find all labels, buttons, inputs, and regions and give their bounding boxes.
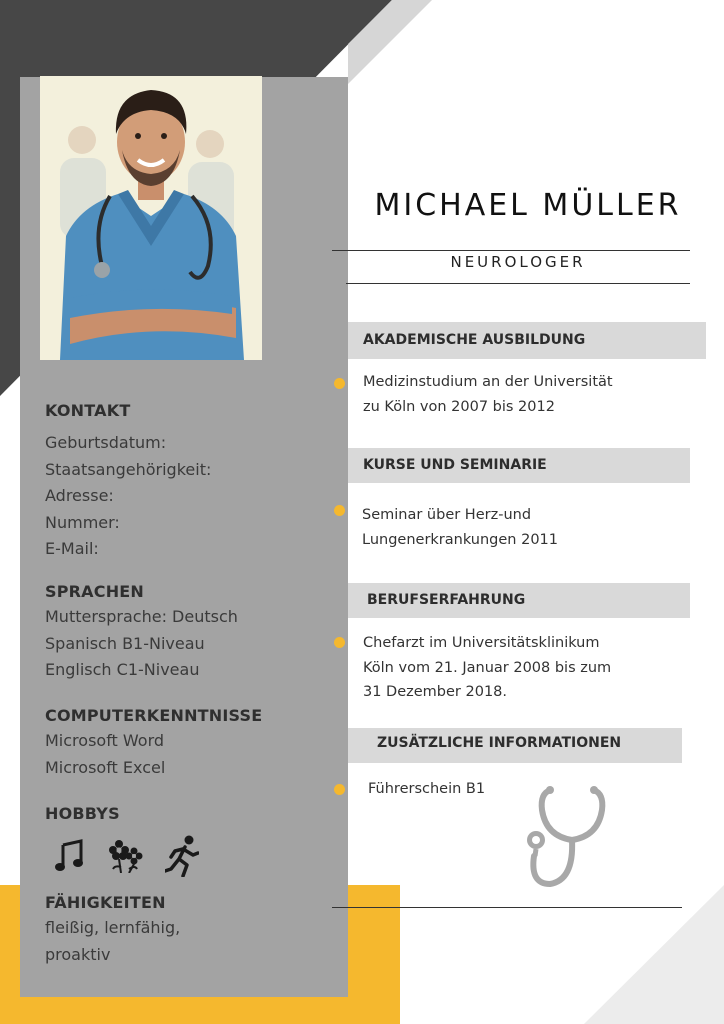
courses-heading: KURSE UND SEMINARIE	[363, 457, 547, 473]
skills-line: fleißig, lernfähig,	[45, 918, 181, 937]
experience-line: 31 Dezember 2018.	[363, 684, 508, 700]
courses-line: Lungenerkrankungen 2011	[362, 531, 558, 548]
contact-section	[45, 400, 335, 563]
music-note-icon	[55, 839, 85, 877]
experience-bullet	[334, 637, 345, 648]
computer-skill-item: Microsoft Word	[45, 731, 165, 750]
education-entry	[363, 370, 613, 419]
courses-bullet	[334, 505, 345, 516]
skills-section	[45, 892, 335, 968]
runner-icon	[165, 835, 199, 881]
education-bullet	[334, 378, 345, 389]
experience-line: Köln vom 21. Januar 2008 bis zum	[363, 659, 612, 676]
experience-heading: BERUFSERFAHRUNG	[367, 592, 526, 608]
hobbies-section	[45, 803, 335, 881]
contact-heading: KONTAKT	[45, 401, 131, 420]
courses-line: Seminar über Herz-und	[362, 507, 532, 523]
bottom-right-grey-triangle	[584, 885, 724, 1024]
experience-entry	[363, 631, 611, 705]
languages-heading: SPRACHEN	[45, 582, 145, 601]
languages-section	[45, 581, 335, 684]
computer-skill-item: Microsoft Excel	[45, 757, 166, 777]
skills-heading: FÄHIGKEITEN	[45, 893, 166, 912]
additional-entry	[368, 777, 485, 802]
education-heading: AKADEMISCHE AUSBILDUNG	[363, 332, 586, 348]
profile-photo	[40, 76, 262, 360]
hobbies-heading: HOBBYS	[45, 804, 120, 823]
contact-email-label: E-Mail:	[45, 539, 99, 558]
person-name: MICHAEL MÜLLER	[374, 188, 682, 223]
hobby-icons	[55, 835, 335, 881]
additional-heading: ZUSÄTZLICHE INFORMATIONEN	[377, 735, 622, 751]
computer-skills-heading: COMPUTERKENNTNISSE	[45, 706, 263, 725]
contact-birthdate-label: Geburtsdatum:	[45, 433, 167, 452]
skills-line: proaktiv	[45, 944, 111, 964]
language-item: Spanisch B1-Niveau	[45, 633, 205, 653]
additional-line: Führerschein B1	[368, 781, 486, 797]
courses-entry	[362, 503, 558, 552]
education-line: Medizinstudium an der Universität	[363, 374, 613, 390]
contact-nationality-label: Staatsangehörigkeit:	[45, 459, 212, 479]
contact-address-label: Adresse:	[45, 486, 114, 505]
language-item: Muttersprache: Deutsch	[45, 607, 238, 626]
name-divider-top	[332, 250, 690, 251]
job-title: NEUROLOGER	[450, 253, 586, 271]
stethoscope-icon	[520, 780, 620, 896]
computer-skills-section	[45, 705, 335, 781]
name-divider-bottom	[346, 283, 690, 284]
flowers-icon	[107, 839, 143, 877]
additional-bullet	[334, 784, 345, 795]
contact-phone-label: Nummer:	[45, 512, 120, 532]
experience-line: Chefarzt im Universitätsklinikum	[363, 635, 600, 651]
footer-divider	[332, 907, 682, 908]
language-item: Englisch C1-Niveau	[45, 660, 200, 679]
education-line: zu Köln von 2007 bis 2012	[363, 398, 555, 415]
